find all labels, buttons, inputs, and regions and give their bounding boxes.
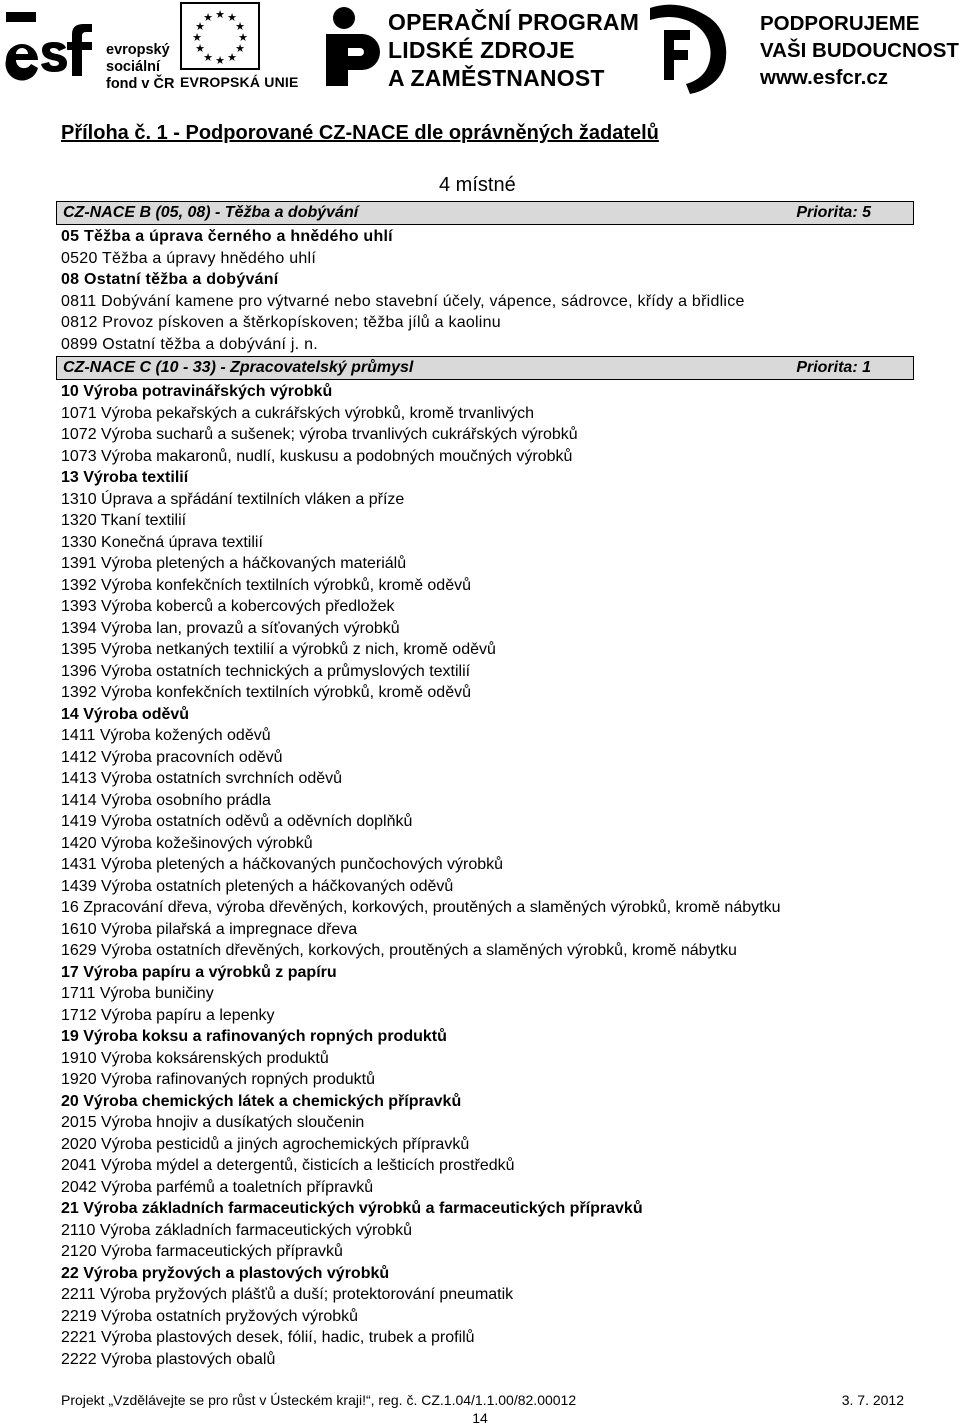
nace-class-item: 1610 Výroba pilařská a impregnace dřeva: [61, 920, 358, 938]
nace-class-item: 1920 Výroba rafinovaných ropných produktů: [61, 1071, 375, 1088]
nace-class-item: 1711 Výroba buničiny: [61, 985, 214, 1002]
nace-class-item: 2041 Výroba mýdel a detergentů, čisticích a lešticích prostředků: [61, 1157, 515, 1174]
op-logo-icon: [318, 4, 382, 88]
svg-text:★: ★: [227, 51, 237, 64]
nace-division-item: 22 Výroba pryžových a plastových výrobků: [61, 1264, 390, 1282]
nace-class-item: 2015 Výroba hnojiv a dusíkatých sloučenin: [61, 1114, 365, 1131]
nace-division-item: 13 Výroba textilií: [61, 469, 189, 486]
footer-date: 3. 7. 2012: [841, 1392, 904, 1408]
svg-text:★: ★: [195, 20, 205, 33]
esf-line: evropský: [106, 42, 170, 58]
nace-division-item: 14 Výroba oděvů: [61, 705, 190, 723]
nace-class-item: 1072 Výroba sucharů a sušenek; výroba trvanlivých cukrářských výrobků: [61, 426, 578, 443]
nace-class-item: 1071 Výroba pekařských a cukrářských výrobků, kromě trvanlivých: [61, 404, 535, 422]
section-priority: Priorita: 1: [796, 359, 871, 376]
esf-line: sociální: [106, 59, 160, 75]
nace-class-item: 1330 Konečná úprava textilií: [61, 533, 263, 551]
section-priority: Priorita: 5: [796, 204, 871, 221]
nace-class-item: 0812 Provoz pískoven a štěrkopískoven; těžba jílů a kaolinu: [61, 314, 501, 331]
svg-text:★: ★: [235, 20, 245, 33]
op-line: A ZAMĚSTNANOST: [388, 65, 605, 91]
nace-class-item: 1431 Výroba pletených a háčkovaných punčochových výrobků: [61, 856, 504, 873]
nace-class-item: 1394 Výroba lan, provazů a síťovaných výrobků: [61, 619, 400, 637]
nace-division-item: 05 Těžba a úprava černého a hnědého uhlí: [61, 228, 393, 245]
nace-class-item: 0899 Ostatní těžba a dobývání j. n.: [61, 335, 318, 353]
hand-logo-icon: [640, 0, 728, 96]
nace-class-item: 2020 Výroba pesticidů a jiných agrochemických přípravků: [61, 1135, 470, 1153]
page-subtitle: 4 místné: [439, 174, 516, 196]
eu-flag-icon: [180, 2, 260, 70]
slogan-line: VAŠI BUDOUCNOST: [760, 39, 959, 62]
nace-class-item: 2110 Výroba základních farmaceutických výrobků: [61, 1221, 412, 1239]
op-line: OPERAČNÍ PROGRAM: [388, 9, 640, 35]
section-header-c: [56, 356, 914, 380]
svg-text:★: ★: [238, 31, 248, 44]
nace-class-item: 1413 Výroba ostatních svrchních oděvů: [61, 770, 343, 787]
nace-division-item: 21 Výroba základních farmaceutických výrobků a farmaceutických přípravků: [61, 1200, 643, 1217]
nace-division-item: 19 Výroba koksu a rafinovaných ropných produktů: [61, 1028, 447, 1045]
nace-class-item: 2222 Výroba plastových obalů: [61, 1350, 276, 1368]
nace-class-item: 1320 Tkaní textilií: [61, 512, 187, 529]
section-title: CZ-NACE C (10 - 33) - Zpracovatelský průmysl: [63, 359, 414, 376]
slogan-line: PODPORUJEME: [760, 12, 920, 35]
esf-line: fond v ČR: [106, 76, 175, 92]
nace-class-item: 1412 Výroba pracovních oděvů: [61, 748, 283, 766]
svg-text:★: ★: [235, 42, 245, 55]
section-header-b: [56, 201, 914, 225]
svg-text:★: ★: [203, 11, 213, 24]
svg-text:★: ★: [192, 31, 202, 44]
nace-class-item: 0520 Těžba a úpravy hnědého uhlí: [61, 249, 317, 267]
nace-class-item: 1629 Výroba ostatních dřevěných, korkových, proutěných a slaměných výrobků, kromě nábytku: [61, 942, 737, 959]
nace-class-item: 2211 Výroba pryžových plášťů a duší; protektorování pneumatik: [61, 1286, 514, 1303]
nace-class-item: 1310 Úprava a spřádání textilních vláken a příze: [61, 490, 405, 508]
nace-class-item: 2221 Výroba plastových desek, fólií, hadic, trubek a profilů: [61, 1329, 475, 1346]
nace-class-item: 1393 Výroba koberců a kobercových předložek: [61, 598, 395, 615]
nace-class-item: 1411 Výroba kožených oděvů: [61, 727, 271, 744]
nace-class-item: 1073 Výroba makaronů, nudlí, kuskusu a podobných moučných výrobků: [61, 447, 573, 465]
page-title: Příloha č. 1 - Podporované CZ-NACE dle oprávněných žadatelů: [61, 122, 659, 144]
op-logo-text: [388, 8, 639, 92]
nace-division-item: 20 Výroba chemických látek a chemických přípravků: [61, 1092, 462, 1110]
nace-division-item: 08 Ostatní těžba a dobývání: [61, 271, 279, 288]
nace-class-item: 1419 Výroba ostatních oděvů a oděvních doplňků: [61, 813, 413, 830]
nace-class-item: 2120 Výroba farmaceutických přípravků: [61, 1243, 343, 1260]
section-title: CZ-NACE B (05, 08) - Těžba a dobývání: [63, 204, 359, 221]
nace-class-item: 0811 Dobývání kamene pro výtvarné nebo stavební účely, vápence, sádrovce, křídy a břidlice: [61, 292, 745, 310]
nace-class-item: 1420 Výroba kožešinových výrobků: [61, 834, 313, 852]
header-logos: [0, 0, 960, 100]
slogan-text: [760, 10, 959, 91]
esf-logo: [2, 2, 102, 94]
esf-logo-text: [106, 42, 174, 93]
svg-text:★: ★: [215, 8, 225, 21]
nace-division-item: 10 Výroba potravinářských výrobků: [61, 383, 333, 400]
nace-class-item: 1392 Výroba konfekčních textilních výrobků, kromě oděvů: [61, 576, 471, 594]
svg-text:★: ★: [195, 42, 205, 55]
section-c-list: [61, 381, 780, 1370]
svg-text:★: ★: [215, 54, 225, 67]
nace-class-item: 1391 Výroba pletených a háčkovaných materiálů: [61, 555, 407, 572]
nace-class-item: 1392 Výroba konfekčních textilních výrobků, kromě oděvů: [61, 684, 471, 701]
eu-label: EVROPSKÁ UNIE: [180, 74, 299, 90]
op-line: LIDSKÉ ZDROJE: [388, 37, 575, 63]
slogan-url[interactable]: www.esfcr.cz: [760, 66, 888, 89]
nace-class-item: 2042 Výroba parfémů a toaletních přípravků: [61, 1178, 374, 1196]
page-number: 14: [472, 1410, 488, 1426]
svg-text:★: ★: [203, 51, 213, 64]
footer-project: Projekt „Vzdělávejte se pro růst v Ústeckém kraji!“, reg. č. CZ.1.04/1.1.00/82.00012: [61, 1392, 577, 1408]
nace-division-item: 17 Výroba papíru a výrobků z papíru: [61, 963, 337, 981]
svg-text:★: ★: [227, 11, 237, 24]
nace-class-item: 1414 Výroba osobního prádla: [61, 791, 271, 809]
section-b-list: [61, 226, 745, 355]
nace-class-item: 1396 Výroba ostatních technických a průmyslových textilií: [61, 662, 471, 680]
nace-class-item: 1910 Výroba koksárenských produktů: [61, 1049, 329, 1067]
nace-class-item: 2219 Výroba ostatních pryžových výrobků: [61, 1307, 359, 1325]
nace-class-item: 16 Zpracování dřeva, výroba dřevěných, korkových, proutěných a slaměných výrobků, kromě nábytku: [61, 899, 781, 916]
nace-class-item: 1439 Výroba ostatních pletených a háčkovaných oděvů: [61, 877, 454, 895]
nace-class-item: 1395 Výroba netkaných textilií a výrobků z nich, kromě oděvů: [61, 641, 496, 658]
nace-class-item: 1712 Výroba papíru a lepenky: [61, 1006, 275, 1024]
